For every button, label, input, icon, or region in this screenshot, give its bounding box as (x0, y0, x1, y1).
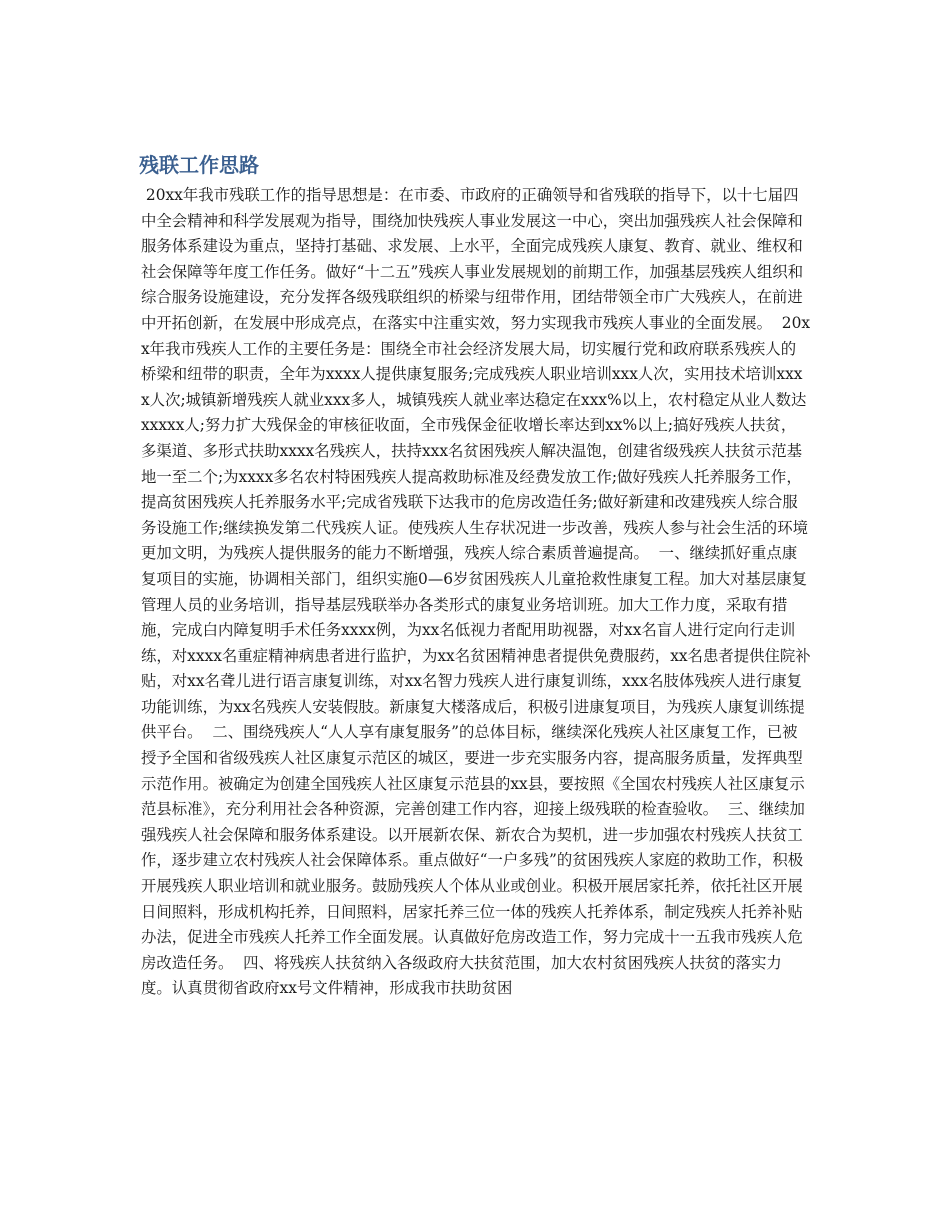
document-body-paragraph: 20xx年我市残联工作的指导思想是：在市委、市政府的正确领导和省残联的指导下，以十七届四中全会精神和科学发展观为指导，围绕加快残疾人事业发展这一中心，突出加强残疾人社会保障和服务体系建设为重点，坚持打基础、求发展、上水平，全面完成残疾人康复、教育、就业、维权和社会保障等年度工作任务。做好“十二五”残疾人事业发展规划的前期工作，加强基层残疾人组织和综合服务设施建设，充分发挥各级残联组织的桥梁与纽带作用，团结带领全市广大残疾人，在前进中开拓创新，在发展中形成亮点，在落实中注重实效，努力实现我市残疾人事业的全面发展。 20xx年我市残疾人工作的主要任务是：围绕全市社会经济发展大局，切实履行党和政府联系残疾人的桥梁和纽带的职责，全年为xxxx人提供康复服务;完成残疾人职业培训xxx人次，实用技术培训xxxx人次;城镇新增残疾人就业xxx多人，城镇残疾人就业率达稳定在xxx%以上，农村稳定从业人数达xxxxx人;努力扩大残保金的审核征收面，全市残保金征收增长率达到xx%以上;搞好残疾人扶贫，多渠道、多形式扶助xxxx名残疾人，扶持xxx名贫困残疾人解决温饱，创建省级残疾人扶贫示范基地一至二个;为xxxx多名农村特困残疾人提高救助标准及经费发放工作;做好残疾人托养服务工作，提高贫困残疾人托养服务水平;完成省残联下达我市的危房改造任务;做好新建和改建残疾人综合服务设施工作;继续换发第二代残疾人证。使残疾人生存状况进一步改善，残疾人参与社会生活的环境更加文明，为残疾人提供服务的能力不断增强，残疾人综合素质普遍提高。 一、继续抓好重点康复项目的实施，协调相关部门，组织实施0—6岁贫困残疾人儿童抢救性康复工程。加大对基层康复管理人员的业务培训，指导基层残联举办各类形式的康复业务培训班。加大工作力度，采取有措施，完成白内障复明手术任务xxxx例，为xx名低视力者配用助视器，对xx名盲人进行定向行走训练，对xxxx名重症精神病患者进行监护，为xx名贫困精神患者提供免费服药，xx名患者提供住院补贴，对xx名聋儿进行语言康复训练，对xx名智力残疾人进行康复训练，xxx名肢体残疾人进行康复功能训练，为xx名残疾人安装假肢。新康复大楼落成后，积极引进康复项目，为残疾人康复训练提供平台。 二、围绕残疾人“人人享有康复服务”的总体目标，继续深化残疾人社区康复工作，已被授予全国和省级残疾人社区康复示范区的城区，要进一步充实服务内容，提高服务质量，发挥典型示范作用。被确定为创建全国残疾人社区康复示范县的xx县，要按照《全国农村残疾人社区康复示范县标准》，充分利用社会各种资源，完善创建工作内容，迎接上级残联的检查验收。 三、继续加强残疾人社会保障和服务体系建设。以开展新农保、新农合为契机，进一步加强农村残疾人扶贫工作，逐步建立农村残疾人社会保障体系。重点做好“一户多残”的贫困残疾人家庭的救助工作，积极开展残疾人职业培训和就业服务。鼓励残疾人个体从业或创业。积极开展居家托养，依托社区开展日间照料，形成机构托养，日间照料，居家托养三位一体的残疾人托养体系，制定残疾人托养补贴办法，促进全市残疾人托养工作全面发展。认真做好危房改造工作，努力完成十一五我市残疾人危房改造任务。 四、将残疾人扶贫纳入各级政府大扶贫范围，加大农村贫困残疾人扶贫的落实力度。认真贯彻省政府xx号文件精神，形成我市扶助贫困 (141, 186, 811, 998)
document-title: 残联工作思路 (139, 153, 259, 177)
